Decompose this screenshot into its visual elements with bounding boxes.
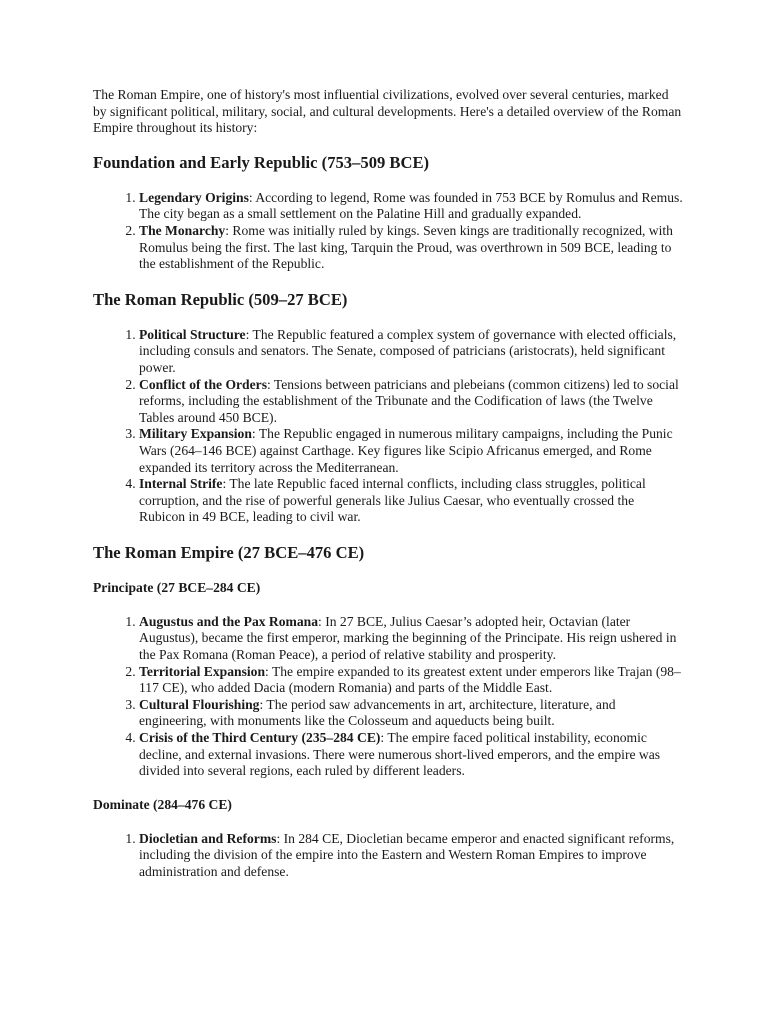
item-term: Crisis of the Third Century (235–284 CE) <box>139 730 381 746</box>
republic-list <box>93 327 683 526</box>
document-body <box>93 87 683 898</box>
item-term: Internal Strife <box>139 476 223 492</box>
list-item <box>139 377 683 427</box>
list-item <box>139 664 683 697</box>
item-term: Augustus and the Pax Romana <box>139 613 319 629</box>
subheading-dominate: Dominate (284–476 CE) <box>93 796 232 812</box>
list-item <box>139 831 683 881</box>
item-text: : According to legend, Rome was founded in 753 BCE by Romulus and Remus. The city began as a small settlement on the Palatine Hill and gradually expanded. <box>139 189 683 222</box>
item-term: Conflict of the Orders <box>139 376 267 392</box>
item-text: : The period saw advancements in art, architecture, literature, and engineering, with monuments like the Colosseum and aqueducts being built. <box>139 696 616 729</box>
item-term: Political Structure <box>139 326 246 342</box>
section-heading-republic: The Roman Republic (509–27 BCE) <box>93 289 348 309</box>
item-term: The Monarchy <box>139 222 226 238</box>
section-heading-foundation: Foundation and Early Republic (753–509 BCE) <box>93 152 430 172</box>
list-item <box>139 476 683 526</box>
item-term: Cultural Flourishing <box>139 696 260 712</box>
item-term: Military Expansion <box>139 426 252 442</box>
list-item <box>139 190 683 223</box>
item-term: Territorial Expansion <box>139 663 266 679</box>
intro-paragraph: The Roman Empire, one of history's most influential civilizations, evolved over several centuries, marked by significant political, military, social, and cultural developments. Here's a detailed overview of the Roman Empire throughout its history: <box>93 87 682 136</box>
item-text: : In 27 BCE, Julius Caesar’s adopted heir, Octavian (later Augustus), became the first emperor, marking the beginning of the Principate. His reign ushered in the Pax Romana (Roman Peace), a period of relative stability and prosperity. <box>139 613 677 663</box>
list-item <box>139 327 683 377</box>
dominate-list <box>93 831 683 881</box>
item-text: : In 284 CE, Diocletian became emperor and enacted significant reforms, including the division of the empire into the Eastern and Western Roman Empires to improve administration and defense. <box>139 830 675 879</box>
item-text: : The late Republic faced internal conflicts, including class struggles, political corruption, and the rise of powerful generals like Julius Caesar, who eventually crossed the Rubicon in 49 BCE, leading to civil war. <box>139 476 646 525</box>
list-item <box>139 223 683 273</box>
item-text: : Rome was initially ruled by kings. Seven kings are traditionally recognized, with Romulus being the first. The last king, Tarquin the Proud, was overthrown in 509 BCE, leading to the establishment of the Republic. <box>139 222 673 272</box>
section-heading-empire: The Roman Empire (27 BCE–476 CE) <box>93 542 365 562</box>
item-term: Diocletian and Reforms <box>139 830 277 846</box>
item-term: Legendary Origins <box>139 189 249 205</box>
item-text: : The Republic engaged in numerous military campaigns, including the Punic Wars (264–146 BCE) against Carthage. Key figures like Scipio Africanus emerged, and Rome expanded its territory across the Mediterranean. <box>139 426 673 475</box>
item-text: : The empire faced political instability, economic decline, and external invasions. There were numerous short-lived emperors, and the empire was divided into several regions, each ruled by different leaders. <box>139 730 661 779</box>
list-item <box>139 730 683 780</box>
item-text: : Tensions between patricians and plebeians (common citizens) led to social reforms, including the establishment of the Tribunate and the Codification of laws (the Twelve Tables around 450 BCE). <box>139 376 679 425</box>
item-text: : The Republic featured a complex system of governance with elected officials, including consuls and senators. The Senate, composed of patricians (aristocrats), held significant power. <box>139 326 677 375</box>
subheading-principate: Principate (27 BCE–284 CE) <box>93 579 261 595</box>
list-item <box>139 614 683 664</box>
principate-list <box>93 614 683 780</box>
list-item <box>139 426 683 476</box>
item-text: : The empire expanded to its greatest extent under emperors like Trajan (98–117 CE), who added Dacia (modern Romania) and parts of the Middle East. <box>139 663 681 696</box>
list-item <box>139 697 683 730</box>
foundation-list <box>93 190 683 273</box>
